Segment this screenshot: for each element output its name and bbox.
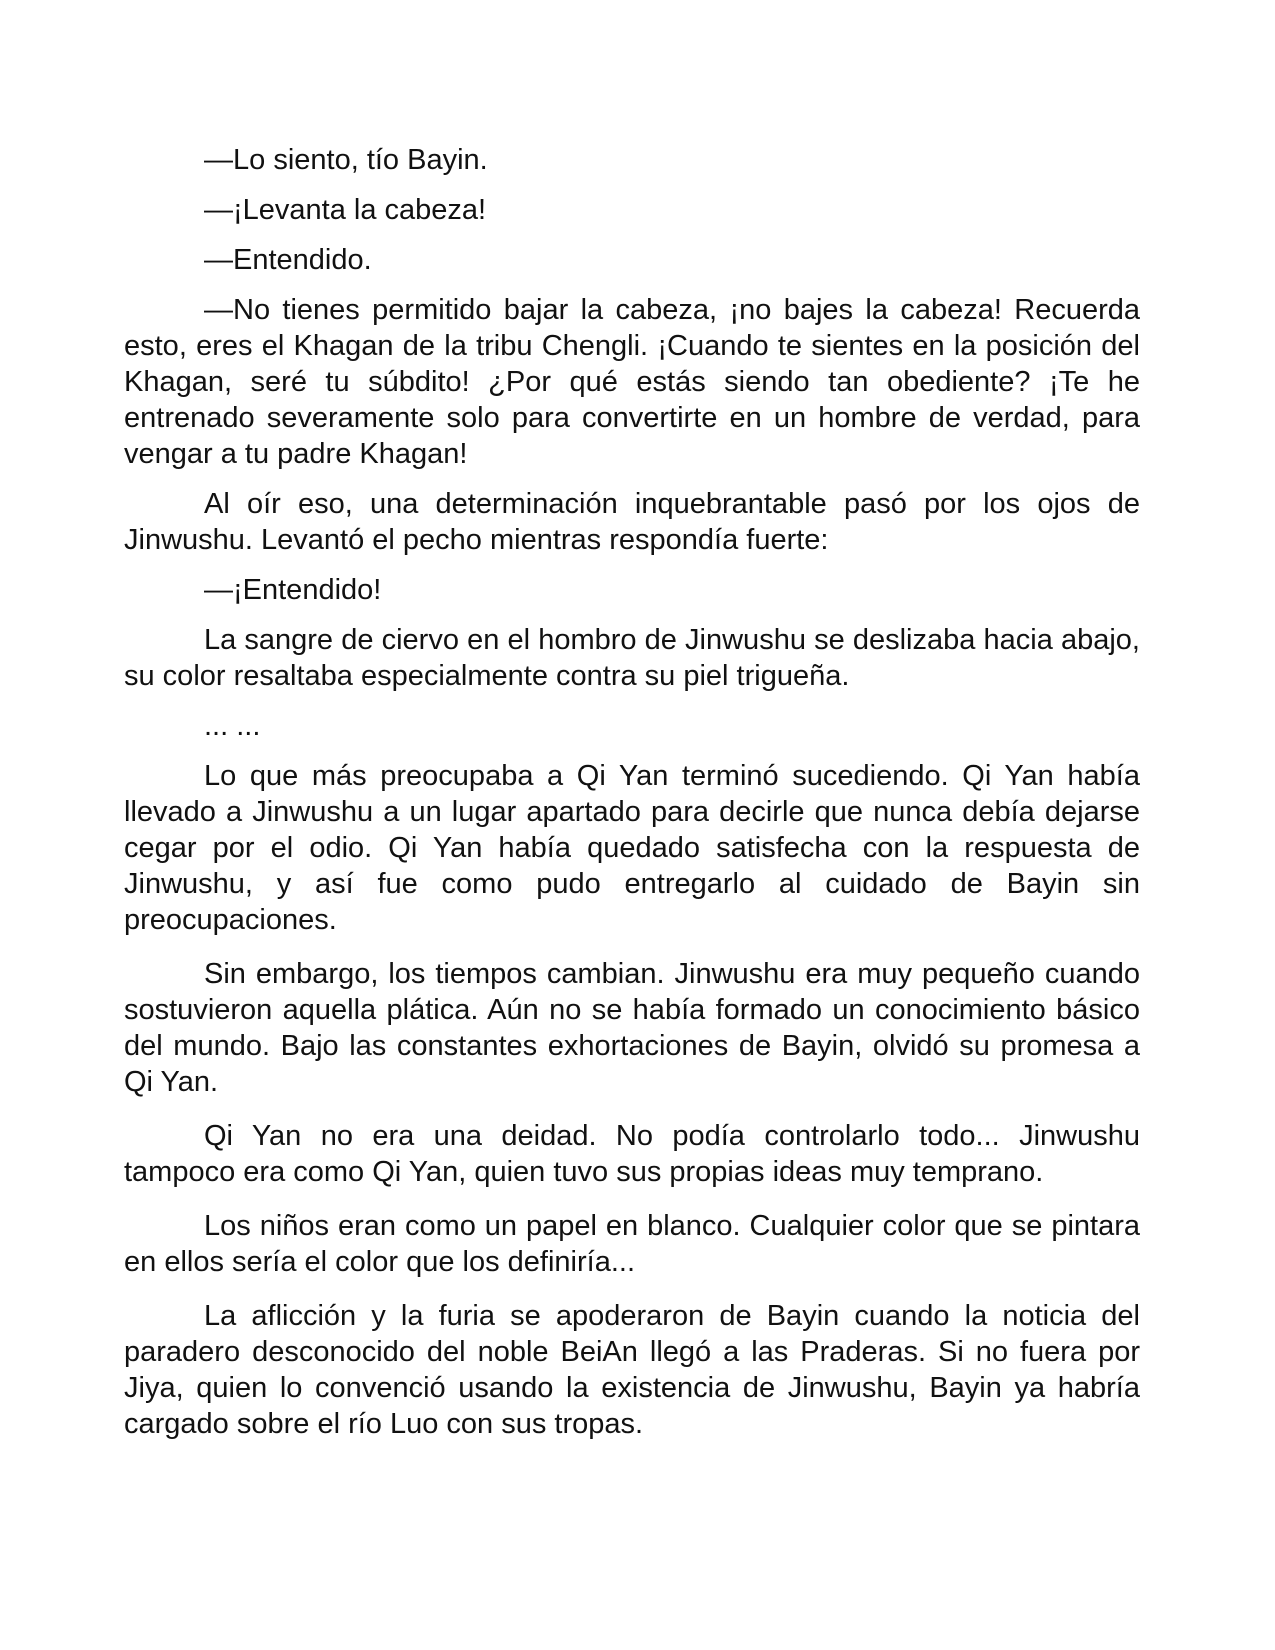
paragraph: La sangre de ciervo en el hombro de Jinwushu se deslizaba hacia abajo, su color resaltaba especialmente contra su piel trigueña. [124,624,1140,692]
paragraph: Al oír eso, una determinación inquebrantable pasó por los ojos de Jinwushu. Levantó el pecho mientras respondía fuerte: [124,488,1140,556]
paragraph: —No tienes permitido bajar la cabeza, ¡no bajes la cabeza! Recuerda esto, eres el Khagan de la tribu Chengli. ¡Cuando te sientes en la posición del Khagan, seré tu súbdito! ¿Por qué estás siendo tan obediente? ¡Te he entrenado severamente solo para convertirte en un hombre de verdad, para vengar a tu padre Khagan! [124,294,1140,470]
paragraph: —Lo siento, tío Bayin. [204,144,488,176]
paragraph: Los niños eran como un papel en blanco. Cualquier color que se pintara en ellos sería el color que los definiría... [124,1210,1140,1278]
paragraph: —¡Entendido! [204,574,382,606]
paragraph: La aflicción y la furia se apoderaron de Bayin cuando la noticia del paradero desconocido del noble BeiAn llegó a las Praderas. Si no fuera por Jiya, quien lo convenció usando la existencia de Jinwushu, Bayin ya habría cargado sobre el río Luo con sus tropas. [124,1300,1140,1440]
paragraph: Qi Yan no era una deidad. No podía controlarlo todo... Jinwushu tampoco era como Qi Yan, quien tuvo sus propias ideas muy temprano. [124,1120,1140,1188]
scene-break: ... ... [204,710,261,742]
paragraph: —Entendido. [204,244,372,276]
paragraph: Lo que más preocupaba a Qi Yan terminó sucediendo. Qi Yan había llevado a Jinwushu a un lugar apartado para decirle que nunca debía dejarse cegar por el odio. Qi Yan había quedado satisfecha con la respuesta de Jinwushu, y así fue como pudo entregarlo al cuidado de Bayin sin preocupaciones. [124,760,1140,936]
paragraph: Sin embargo, los tiempos cambian. Jinwushu era muy pequeño cuando sostuvieron aquella plática. Aún no se había formado un conocimiento básico del mundo. Bajo las constantes exhortaciones de Bayin, olvidó su promesa a Qi Yan. [124,958,1140,1098]
paragraph: —¡Levanta la cabeza! [204,194,487,226]
document-page [124,142,1140,1456]
